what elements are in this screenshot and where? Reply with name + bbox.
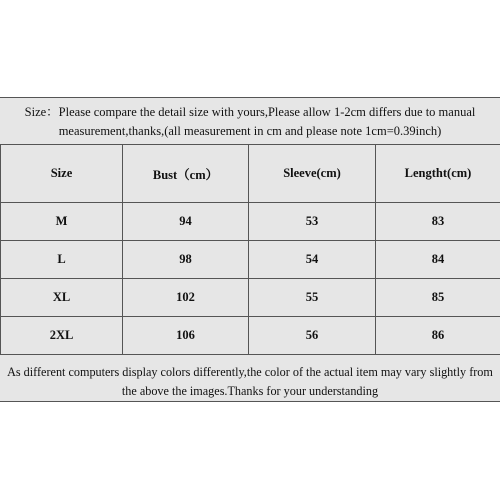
cell-bust: 98	[123, 241, 249, 279]
cell-size: 2XL	[1, 317, 123, 355]
color-disclaimer-line-2: the above the images.Thanks for your understanding	[121, 384, 379, 398]
cell-sleeve: 54	[249, 241, 376, 279]
cell-bust: 94	[123, 203, 249, 241]
cell-sleeve: 55	[249, 279, 376, 317]
cell-length: 86	[376, 317, 500, 355]
cell-size: XL	[1, 279, 123, 317]
cell-sleeve: 56	[249, 317, 376, 355]
size-table	[0, 144, 500, 355]
cell-length: 83	[376, 203, 500, 241]
top-border	[0, 97, 500, 98]
table-row	[1, 203, 500, 241]
header-size: Size	[1, 145, 123, 203]
cell-size: L	[1, 241, 123, 279]
cell-bust: 106	[123, 317, 249, 355]
cell-size: M	[1, 203, 123, 241]
table-row	[1, 241, 500, 279]
header-sleeve: Sleeve(cm)	[249, 145, 376, 203]
table-row	[1, 279, 500, 317]
table-row	[1, 317, 500, 355]
cell-bust: 102	[123, 279, 249, 317]
header-bust: Bust（cm）	[123, 145, 249, 203]
table-header-row	[1, 145, 500, 203]
cell-sleeve: 53	[249, 203, 376, 241]
color-disclaimer-line-1: As different computers display colors differently,the color of the actual item may vary slightly from	[7, 365, 493, 379]
bottom-border	[0, 401, 500, 402]
cell-length: 84	[376, 241, 500, 279]
color-disclaimer	[0, 361, 500, 401]
size-note-line-2: measurement,thanks,(all measurement in cm and please note 1cm=0.39inch)	[58, 124, 442, 138]
size-note-line-1: Size：Please compare the detail size with yours,Please allow 1-2cm differs due to manual	[24, 105, 476, 119]
size-note	[0, 98, 500, 144]
cell-length: 85	[376, 279, 500, 317]
header-length: Lengtht(cm)	[376, 145, 500, 203]
